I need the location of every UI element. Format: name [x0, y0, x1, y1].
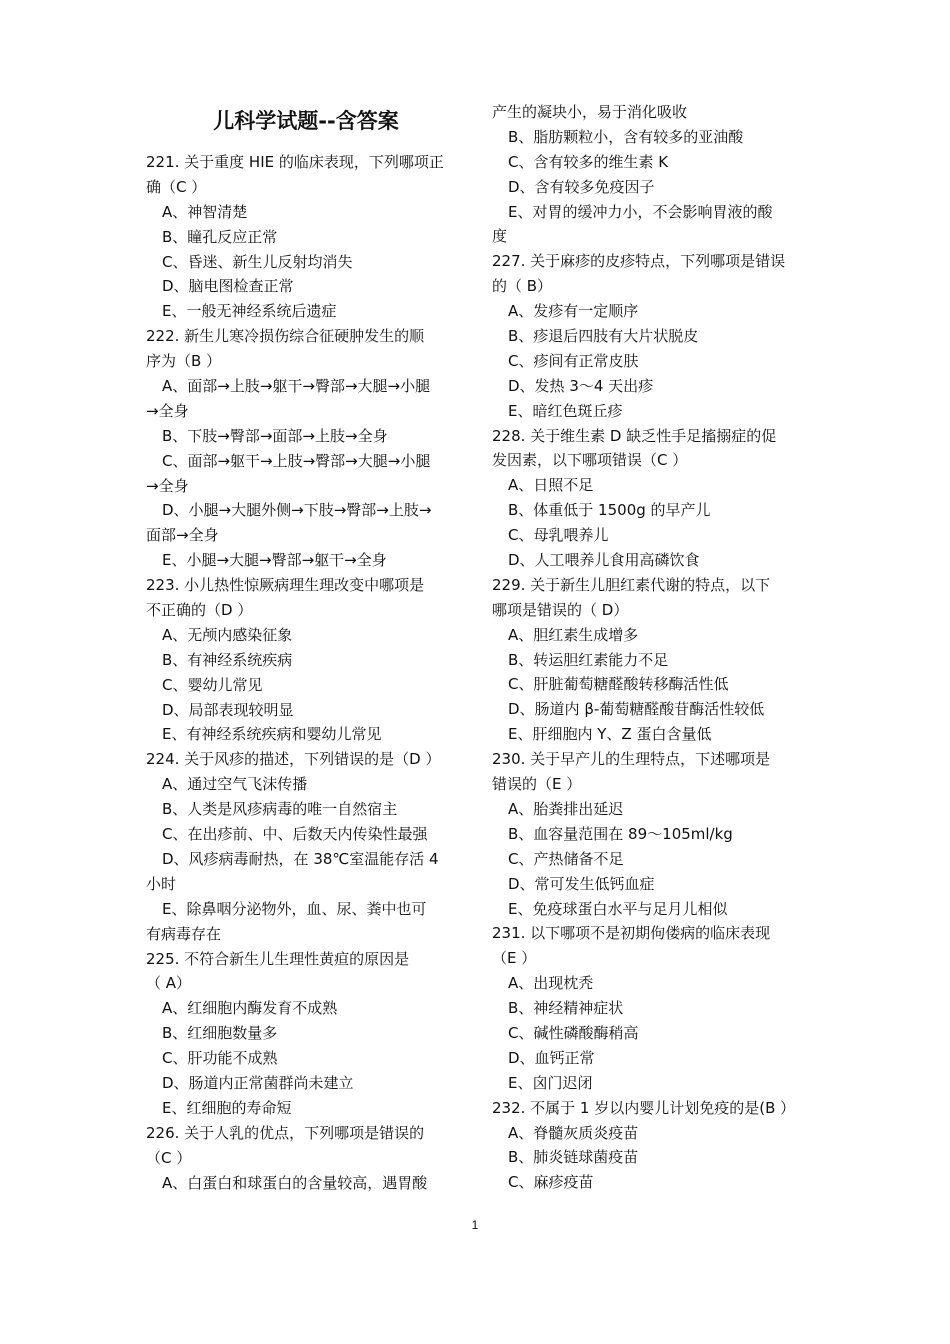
text-line: 232. 不属于 1 岁以内婴儿计划免疫的是(B ） — [492, 1098, 796, 1117]
text-line: B、神经精神症状 — [508, 999, 624, 1018]
text-line: 序为（B ） — [146, 352, 222, 371]
text-line: A、发疹有一定顺序 — [508, 302, 639, 321]
text-line: E、暗红色斑丘疹 — [508, 401, 623, 420]
text-line: C、肝脏葡萄糖醛酸转移酶活性低 — [508, 675, 729, 694]
text-line: A、红细胞内酶发育不成熟 — [162, 999, 338, 1018]
text-line: E、一般无神经系统后遗症 — [162, 302, 337, 321]
right-text-block — [492, 100, 812, 1195]
text-line: E、除鼻咽分泌物外，血、尿、粪中也可 — [162, 899, 427, 918]
text-line: C、面部→躯干→上肢→臀部→大腿→小腿 — [162, 451, 431, 470]
text-line: C、婴幼儿常见 — [162, 675, 263, 694]
text-line: 有病毒存在 — [146, 924, 222, 943]
text-line: 产生的凝块小，易于消化吸收 — [492, 103, 688, 121]
text-line: E、免疫球蛋白水平与足月儿相似 — [508, 899, 728, 918]
text-line: C、产热储备不足 — [508, 849, 624, 868]
text-line: A、白蛋白和球蛋白的含量较高，遇胃酸 — [162, 1173, 428, 1192]
page-number: 1 — [471, 1218, 479, 1232]
text-line: （C ） — [146, 1148, 192, 1167]
text-line: B、血容量范围在 89～105ml/kg — [508, 824, 733, 843]
text-line: 小时 — [146, 874, 177, 893]
text-line: E、对胃的缓冲力小，不会影响胃液的酸 — [508, 202, 773, 221]
text-line: 228. 关于维生素 D 缺乏性手足搐搦症的促 — [492, 426, 777, 445]
text-line: A、面部→上肢→躯干→臀部→大腿→小腿 — [162, 377, 431, 396]
text-line: 229. 关于新生儿胆红素代谢的特点，以下 — [492, 575, 771, 594]
text-line: B、瞳孔反应正常 — [162, 227, 278, 246]
text-line: A、胆红素生成增多 — [508, 625, 639, 644]
text-line: C、含有较多的维生素 K — [508, 152, 669, 171]
text-line: C、昏迷、新生儿反射均消失 — [162, 252, 353, 271]
text-line: B、肺炎链球菌疫苗 — [508, 1148, 639, 1167]
text-line: 226. 关于人乳的优点，下列哪项是错误的 — [146, 1123, 425, 1142]
text-line: D、脑电图检查正常 — [162, 277, 294, 296]
text-line: C、母乳喂养儿 — [508, 526, 609, 545]
text-line: D、肠道内 β-葡萄糖醛酸苷酶活性较低 — [508, 700, 765, 719]
text-line: E、有神经系统疾病和婴幼儿常见 — [162, 725, 382, 744]
text-line: A、脊髓灰质炎疫苗 — [508, 1123, 639, 1142]
text-line: C、肝功能不成熟 — [162, 1049, 278, 1068]
text-line: B、疹退后四肢有大片状脱皮 — [508, 327, 699, 346]
text-line: 223. 小儿热性惊厥病理生理改变中哪项是 — [146, 576, 425, 595]
text-line: （E ） — [492, 949, 537, 968]
text-line: 确（C ） — [146, 177, 207, 196]
text-line: D、小腿→大腿外侧→下肢→臀部→上肢→ — [162, 501, 432, 520]
text-line: 227. 关于麻疹的皮疹特点，下列哪项是错误 — [492, 252, 786, 271]
text-line: 错误的（E ） — [492, 775, 582, 794]
text-line: D、常可发生低钙血症 — [508, 874, 655, 893]
text-line: A、出现枕秃 — [508, 974, 594, 993]
text-line: D、局部表现较明显 — [162, 700, 294, 719]
text-line: B、有神经系统疾病 — [162, 650, 293, 669]
text-line: D、人工喂养儿食用高磷饮食 — [508, 551, 700, 570]
text-line: A、胎粪排出延迟 — [508, 799, 624, 818]
text-line: 发因素，以下哪项错误（C ） — [492, 451, 688, 470]
text-line: A、无颅内感染征象 — [162, 625, 293, 644]
text-line: 231. 以下哪项不是初期佝偻病的临床表现 — [492, 924, 771, 943]
text-line: 225. 不符合新生儿生理性黄疸的原因是 — [146, 949, 410, 968]
text-line: D、血钙正常 — [508, 1048, 595, 1067]
text-line: B、红细胞数量多 — [162, 1024, 278, 1043]
text-line: B、体重低于 1500g 的早产儿 — [508, 501, 711, 520]
text-line: A、日照不足 — [508, 476, 594, 495]
text-line: A、神智清楚 — [162, 202, 248, 221]
text-line: C、在出疹前、中、后数天内传染性最强 — [162, 825, 428, 844]
text-line: 度 — [492, 227, 508, 246]
document-title: 儿科学试题--含答案 — [213, 109, 399, 133]
text-line: D、发热 3～4 天出疹 — [508, 376, 654, 395]
text-line: 221. 关于重度 HIE 的临床表现，下列哪项正 — [146, 153, 444, 171]
text-line: B、人类是风疹病毒的唯一自然宿主 — [162, 800, 398, 819]
text-line: C、疹间有正常皮肤 — [508, 351, 639, 370]
text-line: 222. 新生儿寒冷损伤综合征硬肿发生的顺 — [146, 327, 425, 346]
text-line: 224. 关于风疹的描述，下列错误的是（D ） — [146, 750, 441, 769]
text-line: C、麻疹疫苗 — [508, 1173, 594, 1192]
text-line: B、下肢→臀部→面部→上肢→全身 — [162, 426, 388, 445]
text-line: 的（ B） — [492, 277, 553, 296]
left-text-block — [146, 150, 466, 1195]
text-line: （ A） — [146, 974, 192, 993]
text-line: E、小腿→大腿→臀部→躯干→全身 — [162, 551, 387, 570]
text-line: →全身 — [146, 476, 189, 495]
text-line: 面部→全身 — [146, 526, 219, 545]
text-line: B、转运胆红素能力不足 — [508, 650, 669, 669]
text-line: D、风疹病毒耐热，在 38℃室温能存活 4 — [162, 849, 439, 868]
text-line: E、肝细胞内 Y、Z 蛋白含量低 — [508, 725, 712, 744]
text-line: B、脂肪颗粒小，含有较多的亚油酸 — [508, 127, 744, 146]
text-line: C、碱性磷酸酶稍高 — [508, 1023, 639, 1042]
text-line: A、通过空气飞沫传播 — [162, 775, 308, 794]
text-line: 230. 关于早产儿的生理特点，下述哪项是 — [492, 750, 771, 769]
text-line: D、含有较多免疫因子 — [508, 177, 655, 196]
text-line: 哪项是错误的（ D） — [492, 600, 629, 619]
text-line: D、肠道内正常菌群尚未建立 — [162, 1073, 354, 1092]
text-line: E、囟门迟闭 — [508, 1073, 593, 1092]
text-line: →全身 — [146, 401, 189, 420]
text-line: E、红细胞的寿命短 — [162, 1098, 292, 1117]
text-line: 不正确的（D ） — [146, 601, 253, 620]
